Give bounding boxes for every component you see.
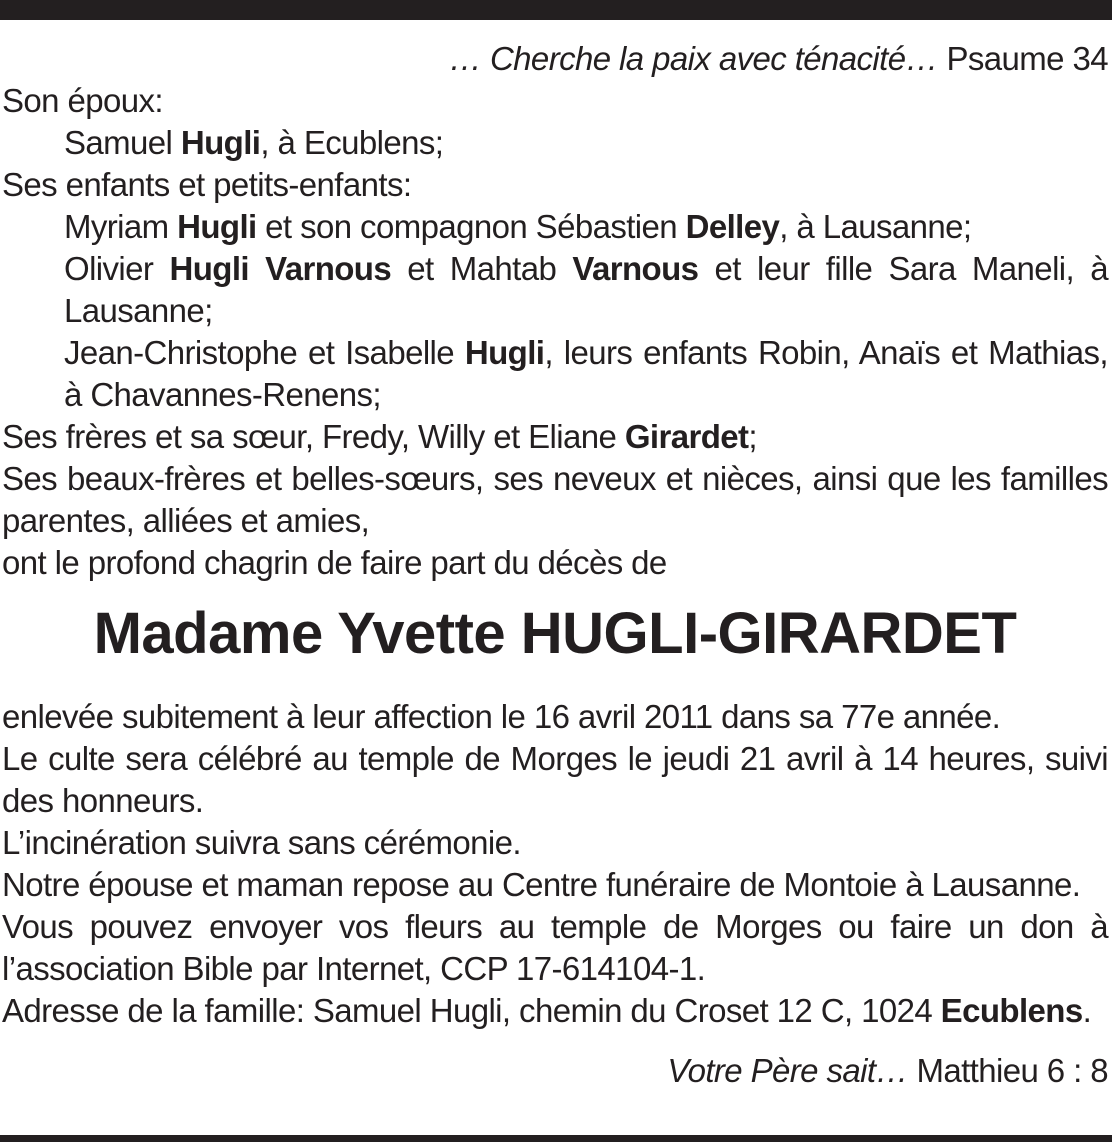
family3-surname: Hugli bbox=[464, 334, 545, 371]
family1-text-2: et son compagnon Sébastien bbox=[256, 208, 686, 245]
service-notice: Le culte sera célébré au temple de Morges le jeudi 21 avril à 14 heures, suivi des honneurs. bbox=[2, 740, 1108, 819]
siblings-end: ; bbox=[748, 418, 757, 455]
address-end: . bbox=[1082, 992, 1092, 1029]
announcement-text: ont le profond chagrin de faire part du décès de bbox=[2, 544, 667, 581]
spouse-heading: Son époux: bbox=[2, 82, 163, 119]
cremation-notice: L’incinération suivra sans cérémonie. bbox=[2, 824, 521, 861]
family2-text-3: et leur fille Sara Maneli, à Lausanne; bbox=[64, 250, 1108, 329]
family1-text-1: Myriam bbox=[64, 208, 178, 245]
bottom-rule bbox=[0, 1135, 1112, 1142]
family1-surname-2: Delley bbox=[685, 208, 780, 245]
family2-surname-1: Hugli Varnous bbox=[169, 250, 392, 287]
repose-notice: Notre épouse et maman repose au Centre funéraire de Montoie à Lausanne. bbox=[2, 866, 1081, 903]
child-family-2 bbox=[2, 248, 1108, 332]
family2-text-1: Olivier bbox=[64, 250, 170, 287]
family1-text-3: , à Lausanne; bbox=[779, 208, 972, 245]
child-family-1 bbox=[2, 206, 1108, 248]
spouse-first-name: Samuel bbox=[64, 124, 173, 161]
child-family-3 bbox=[2, 332, 1108, 416]
siblings-entry bbox=[2, 416, 1108, 458]
header-quote-text: … Cherche la paix avec ténacité… bbox=[448, 40, 938, 77]
spouse-entry bbox=[2, 122, 1108, 164]
spouse-place: , à Ecublens; bbox=[260, 124, 444, 161]
in-laws-entry: Ses beaux-frères et belles-sœurs, ses neveux et nièces, ainsi que les familles parentes, alliées et amies, bbox=[2, 460, 1108, 539]
footer-quote-text: Votre Père sait… bbox=[667, 1052, 908, 1089]
death-notice: enlevée subitement à leur affection le 16 avril 2011 dans sa 77e année. bbox=[2, 698, 1001, 735]
siblings-text: Ses frères et sa sœur, Fredy, Willy et Eliane bbox=[2, 418, 625, 455]
children-heading: Ses enfants et petits-enfants: bbox=[2, 166, 412, 203]
deceased-name: Madame Yvette HUGLI-GIRARDET bbox=[93, 601, 1017, 666]
footer-quote-reference: Matthieu 6 : 8 bbox=[916, 1052, 1108, 1089]
address-text: Adresse de la famille: Samuel Hugli, chemin du Croset 12 C, 1024 bbox=[2, 992, 941, 1029]
top-rule bbox=[0, 0, 1112, 20]
header-quote-reference: Psaume 34 bbox=[946, 40, 1108, 77]
family3-text-1: Jean-Christophe et Isabelle bbox=[64, 334, 465, 371]
header-quote bbox=[2, 38, 1108, 80]
footer-quote bbox=[2, 1050, 1108, 1092]
family2-text-2: et Mahtab bbox=[391, 250, 573, 287]
family1-surname-1: Hugli bbox=[177, 208, 257, 245]
siblings-surname: Girardet bbox=[624, 418, 749, 455]
family2-surname-2: Varnous bbox=[572, 250, 699, 287]
obituary-notice bbox=[2, 38, 1108, 1092]
address-city: Ecublens bbox=[940, 992, 1083, 1029]
flowers-notice: Vous pouvez envoyer vos fleurs au temple de Morges ou faire un don à l’association Bible par Internet, CCP 17-614104-1. bbox=[2, 908, 1108, 987]
spouse-surname: Hugli bbox=[180, 124, 261, 161]
family3-text-2: , leurs enfants Robin, Anaïs et Mathias, à Chavannes-Renens; bbox=[64, 334, 1108, 413]
family-address bbox=[2, 990, 1108, 1032]
